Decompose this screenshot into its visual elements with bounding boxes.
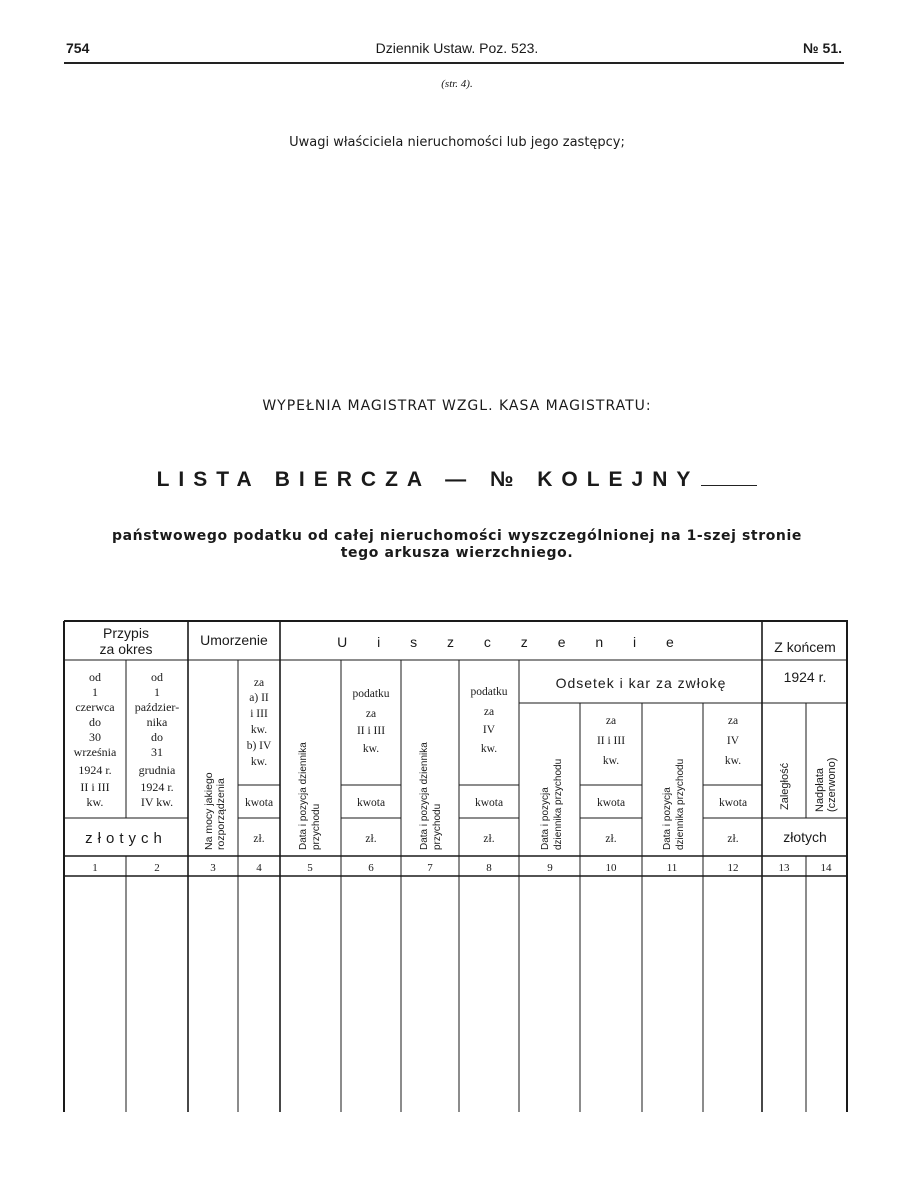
umorzenie-label: Umorzenie <box>200 632 268 648</box>
journal-title: Dziennik Ustaw. Poz. 523. <box>375 40 539 56</box>
col9-vertical-line: dziennika przychodu <box>553 758 564 850</box>
column-number: 1 <box>92 862 98 874</box>
col2-line: do <box>151 730 163 744</box>
col8-line: za <box>483 706 495 718</box>
col2-line: IV kw. <box>140 795 174 809</box>
col6-line: II i III <box>356 725 386 737</box>
col12-line: za <box>727 715 739 727</box>
nadplata-line: (czerwono) <box>826 757 838 812</box>
przypis-label: Przypis <box>103 625 149 641</box>
page-number: 754 <box>66 40 90 56</box>
col6-line: podatku <box>352 688 390 700</box>
column-number: 3 <box>210 862 216 874</box>
col3-vertical-line: Na mocy jakiego <box>203 772 215 850</box>
col1-line: 30 <box>89 730 101 744</box>
col6-line: za <box>365 708 377 720</box>
col4-line: b) IV <box>246 740 272 752</box>
magistrat-line: WYPEŁNIA MAGISTRAT WZGL. KASA MAGISTRATU: <box>262 398 652 414</box>
z-koncem-label: Z końcem <box>774 639 836 655</box>
col5-vertical-line: przychodu <box>311 803 322 850</box>
odsetek-label: Odsetek i kar za zwłokę <box>555 675 727 691</box>
col1-line: 1924 r. <box>78 763 112 777</box>
za-okres-label: za okres <box>99 641 153 657</box>
column-number: 5 <box>307 862 313 874</box>
uiszczenie-label: U i s z c z e n i e <box>337 634 687 650</box>
issue-number: № 51. <box>803 40 842 56</box>
col10-line: kw. <box>602 755 620 767</box>
zl-label: zł. <box>365 833 377 845</box>
col1-line: do <box>89 715 101 729</box>
column-number: 11 <box>666 862 678 874</box>
col1-line: od <box>89 670 101 684</box>
col3-vertical-line: rozporządzenia <box>215 778 227 850</box>
col8-line: IV <box>482 724 496 736</box>
zl-label: zł. <box>727 833 739 845</box>
col4-line: kw. <box>250 724 268 736</box>
col12-line: kw. <box>724 755 742 767</box>
col1-line: września <box>73 745 117 759</box>
col1-line: II i III <box>80 780 110 794</box>
kwota-label: kwota <box>718 797 748 809</box>
col1-line: kw. <box>86 795 104 809</box>
col2-line: 31 <box>151 745 163 759</box>
kwota-label: kwota <box>244 797 274 809</box>
column-number: 13 <box>778 862 790 874</box>
subtitle-line-1: państwowego podatku od całej nieruchomości wyszczególnionej na 1-szej stronie <box>112 528 802 544</box>
col4-line: a) II <box>249 692 269 704</box>
col2-line: grudnia <box>138 763 176 777</box>
year-label: 1924 r. <box>783 669 827 685</box>
col2-line: od <box>151 670 163 684</box>
zl-label: zł. <box>605 833 617 845</box>
col5-vertical-line: Data i pozycja dziennika <box>298 742 309 850</box>
col4-line: kw. <box>250 756 268 768</box>
column-number: 9 <box>547 862 553 874</box>
col8-line: kw. <box>480 743 498 755</box>
column-number: 14 <box>820 862 832 874</box>
col12-line: IV <box>726 735 740 747</box>
col4-line: i III <box>250 708 268 720</box>
col2-line: nika <box>146 715 168 729</box>
zlotych-left-label: złotych <box>85 830 167 847</box>
zl-label: zł. <box>483 833 495 845</box>
col10-line: II i III <box>596 735 626 747</box>
column-number: 6 <box>368 862 374 874</box>
column-number: 8 <box>486 862 492 874</box>
col8-line: podatku <box>470 686 508 698</box>
column-number: 4 <box>256 862 262 874</box>
kwota-label: kwota <box>596 797 626 809</box>
kwota-label: kwota <box>356 797 386 809</box>
col11-vertical-line: Data i pozycja <box>662 787 673 850</box>
zl-label: zł. <box>253 833 265 845</box>
col4-line: za <box>253 677 265 689</box>
column-number: 10 <box>605 862 617 874</box>
col2-line: 1924 r. <box>140 780 174 794</box>
column-number: 2 <box>154 862 160 874</box>
remarks-label: Uwagi właściciela nieruchomości lub jego zastępcy; <box>289 135 625 150</box>
col1-line: czerwca <box>75 700 115 714</box>
list-title-text: LISTA BIERCZA — № KOLEJNY <box>156 468 700 491</box>
col2-line: 1 <box>154 685 160 699</box>
col1-line: 1 <box>92 685 98 699</box>
zlotych-right-label: złotych <box>783 829 827 845</box>
col7-vertical-line: Data i pozycja dziennika <box>419 742 430 850</box>
col9-vertical-line: Data i pozycja <box>540 787 551 850</box>
col7-vertical-line: przychodu <box>432 803 443 850</box>
col2-line: paździer- <box>134 700 180 714</box>
page-reference: (str. 4). <box>441 78 473 90</box>
zaleglosc-label: Zaległość <box>779 762 791 810</box>
subtitle-line-2: tego arkusza wierzchniego. <box>340 545 574 561</box>
col11-vertical-line: dziennika przychodu <box>675 758 686 850</box>
column-number: 7 <box>427 862 433 874</box>
col10-line: za <box>605 715 617 727</box>
kwota-label: kwota <box>474 797 504 809</box>
col6-line: kw. <box>362 743 380 755</box>
column-number: 12 <box>727 862 739 874</box>
nadplata-line: Nadpłata <box>814 767 826 812</box>
